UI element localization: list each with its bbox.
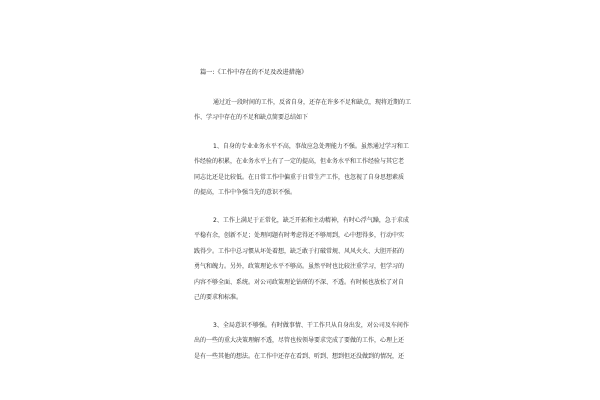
paragraph-line: 通过近一段时间的工作，反省自身，还存在许多不足和缺点，现将近期的工: [213, 99, 412, 106]
paragraph-line: 内容不够全面、系统。对公司政策理论钻研的不深、不透。有时候也放松了对自: [194, 278, 405, 286]
paragraph-line: 践得少。工作中总习惯从坏处着想，缺乏敢于打破常规、风风火火、大胆开拓的: [194, 247, 405, 255]
paragraph-line: 作经验的积累，在业务水平上有了一定的提高，但业务水平和工作经验与其它老: [194, 158, 405, 166]
paragraph-line: 出的一些的重大决策理解不透，尽管也按领导要求完成了要做的工作，心理上还: [194, 337, 405, 345]
paragraph-intro: [194, 95, 439, 126]
paragraph-line: 1、自身的专业业务水平不高，事故应急处理能力不强。虽然通过学习和工: [213, 143, 409, 150]
paragraph-line: 平稳有余，创新不足；处理问题有时考虑得还不够周到，心中想得多，行动中实: [194, 232, 405, 240]
paragraph-line: 勇气和魄力。另外，政策理论水平不够高。虽然平时也比较注重学习，但学习的: [194, 263, 405, 271]
paragraph-line: 3、全局意识不够强。有时做事情、干工作只从自身出发，对公司及车间作: [213, 322, 409, 329]
paragraph-line: 同志比还是比较低。在日常工作中偏重于日常生产工作，也忽视了自身思想素质: [194, 173, 405, 181]
paragraph-line: 作、学习中存在的不足和缺点简要总结如下: [194, 114, 309, 122]
paragraph-line: 己的要求和标准。: [194, 294, 243, 302]
paragraph-line: 的提高，工作中争强当先的意识不强。: [194, 189, 297, 197]
paragraph-item-2: [194, 213, 439, 305]
paragraph-item-1: [194, 139, 439, 201]
paragraph-line: 2、工作上满足于正常化，缺乏开拓和主动精神，有时心浮气躁，急于求成: [213, 217, 409, 224]
document-title: 篇一:《工作中存在的不足及改进措施》: [200, 69, 308, 76]
paragraph-item-3: [194, 318, 439, 364]
paragraph-line: 是有一些其他的想法。在工作中还存在看到、听到、想到但还没做到的情况，还: [194, 352, 405, 360]
